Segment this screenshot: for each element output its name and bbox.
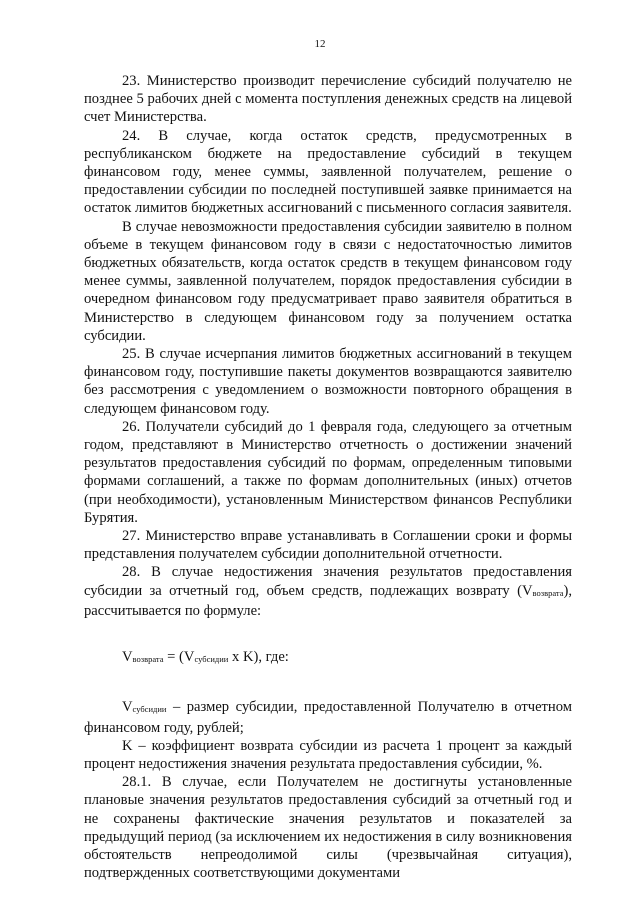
definition-k: K – коэффициент возврата субсидии из расчета 1 процент за каждый процент недостижения значения результата предоставления субсидии, %. <box>84 737 572 772</box>
formula-v: V <box>122 649 133 666</box>
paragraph-28 <box>84 563 572 620</box>
definition-v-letter: V <box>122 699 133 716</box>
definition-v-subscript: субсидии <box>132 704 167 715</box>
paragraph-25: 25. В случае исчерпания лимитов бюджетных ассигнований в текущем финансовом году, поступившие пакеты документов возвращаются заявителю без рассмотрения с уведомлением о возможности повторного обращения в следующем финансовом году. <box>84 346 572 417</box>
paragraph-24-continued: В случае невозможности предоставления субсидии заявителю в полном объеме в текущем финансовом году в связи с недостаточностью лимитов бюджетных обязательств, когда остаток средств в текущем финансовом году менее суммы, заявленной получателем, порядок предоставления субсидии в очередном финансовом году предусматривает право заявителя обратиться в Министерство в следующем финансовом году за получением остатка субсидии. <box>84 218 572 344</box>
paragraph-28-1: 28.1. В случае, если Получателем не достигнуты установленные плановые значения результатов предоставления субсидий за отчетный год и не сохранены фактические значения результатов и показателей за предыдущий период (за исключением их недостижения в силу возникновения обстоятельств непреодолимой силы (чрезвычайная ситуация), подтвержденных соответствующими документами <box>84 774 572 882</box>
paragraph-26: 26. Получатели субсидий до 1 февраля года, следующего за отчетным годом, представляют в Министерство отчетность о достижении значений результатов предоставления субсидий по формам, определенным типовыми формами соглашений, а также по формам дополнительных (иных) отчетов (при необходимости), установленным Министерством финансов Республики Бурятия. <box>84 418 572 526</box>
page-number: 12 <box>314 38 326 50</box>
definition-v-subsidy <box>84 698 572 736</box>
paragraph-28-text-end: ), рассчитывается по формуле: <box>84 582 572 619</box>
paragraph-23: 23. Министерство производит перечисление субсидий получателю не позднее 5 рабочих дней с момента поступления денежных средств на лицевой счет Министерства. <box>84 73 572 126</box>
formula-subscript-subsidy: субсидии <box>194 654 229 665</box>
refund-formula <box>84 648 572 668</box>
paragraph-28-text-start: 28. В случае недостижения значения результатов предоставления субсидии за отчетный год, объем средств, подлежащих возврату (V <box>84 564 572 599</box>
paragraph-27: 27. Министерство вправе устанавливать в Соглашении сроки и формы представления получателем субсидии дополнительной отчетности. <box>84 528 572 563</box>
definition-v-text: – размер субсидии, предоставленной Получателю в отчетном финансовом году, рублей; <box>84 699 572 736</box>
document-body <box>84 72 572 882</box>
formula-subscript-refund: возврата <box>132 654 164 665</box>
paragraph-24: 24. В случае, когда остаток средств, предусмотренных в республиканском бюджете на предоставление субсидий в текущем финансовом году, менее суммы, заявленной получателем, решение о предоставлении субсидии по последней поступившей заявке принимается на остаток лимитов бюджетных ассигнований с письменного согласия заявителя. <box>84 127 572 217</box>
formula-middle: = (V <box>163 649 195 666</box>
paragraph-28-subscript: возврата <box>532 587 564 598</box>
formula-end: x K), где: <box>228 649 289 666</box>
